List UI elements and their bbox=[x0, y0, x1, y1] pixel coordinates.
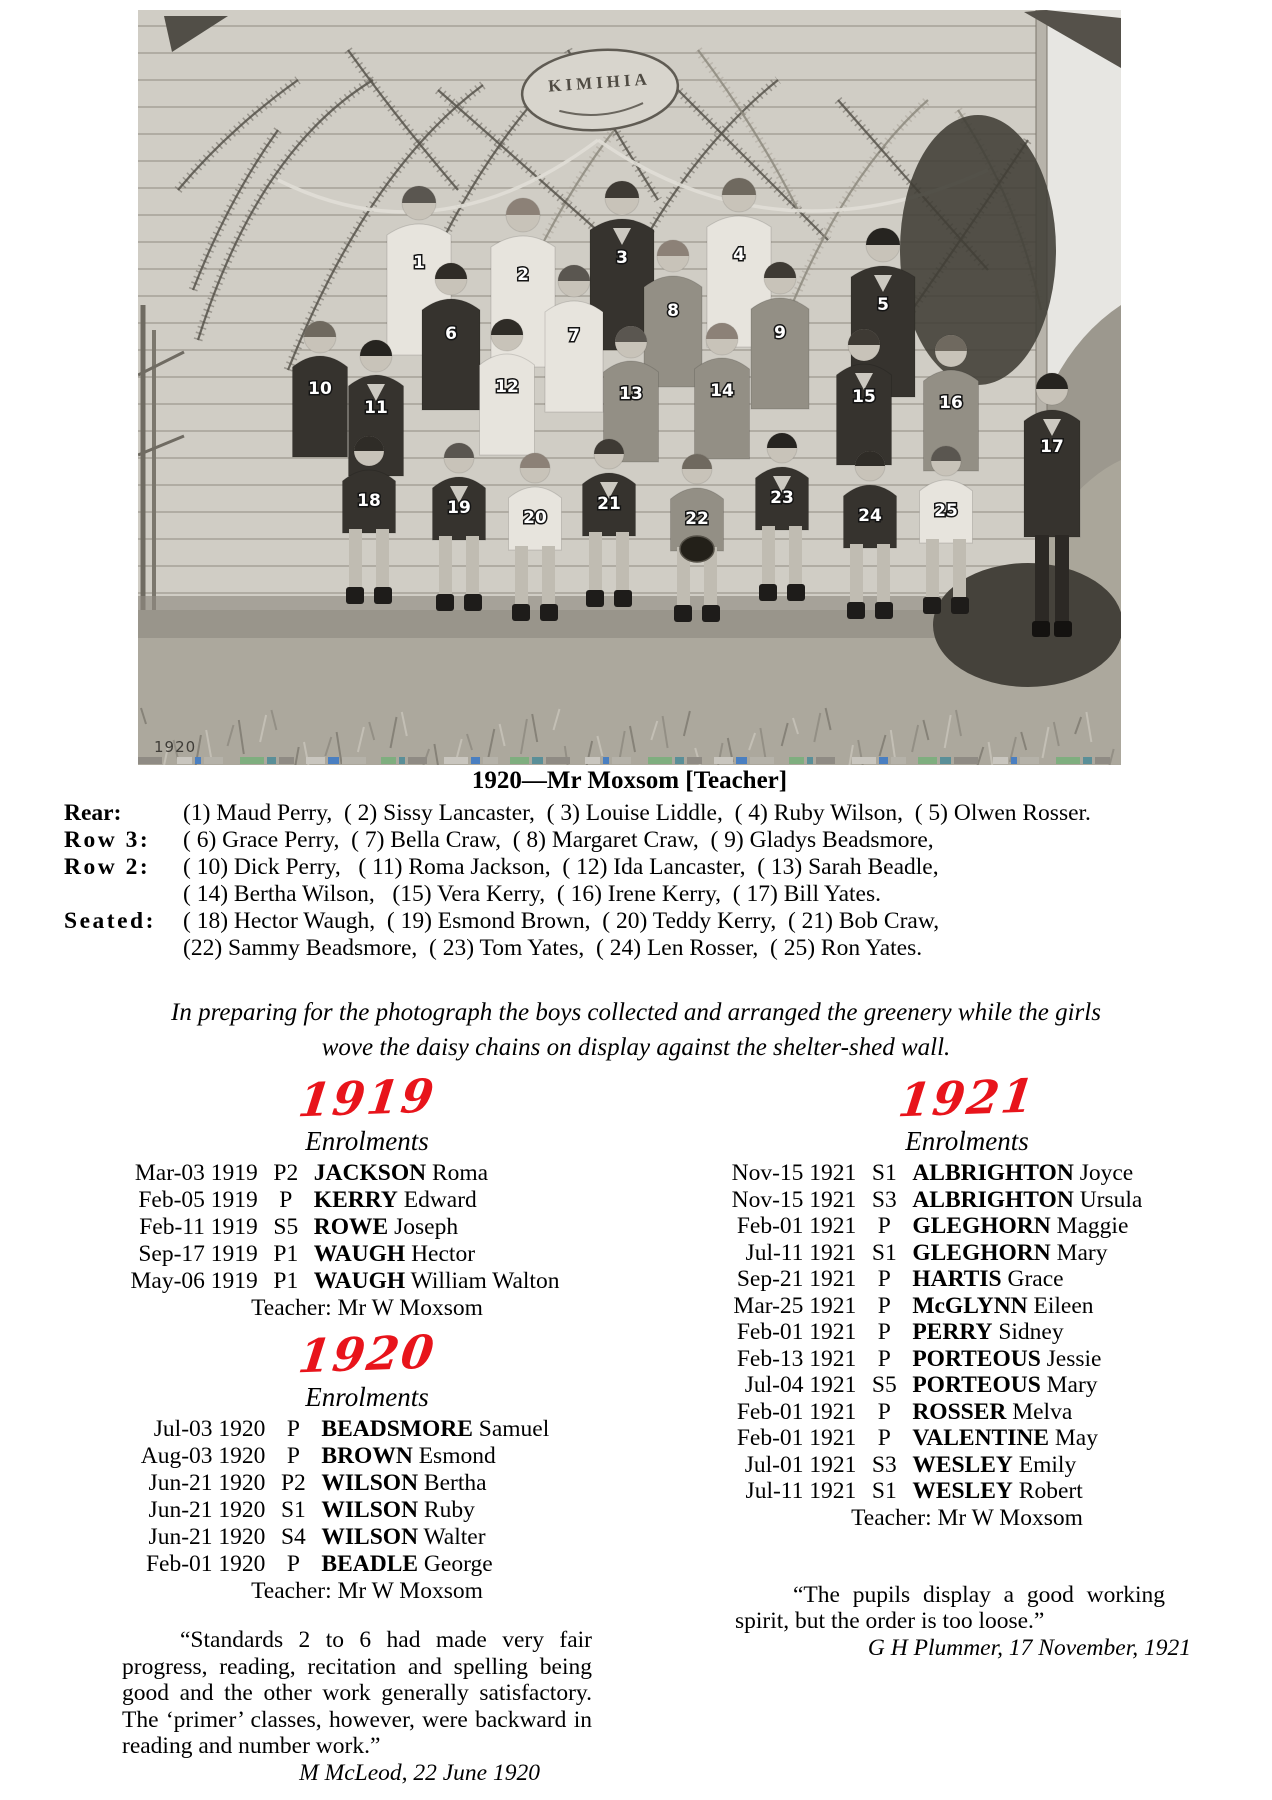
photo-note-line1: In preparing for the photograph the boys collected and arranged the greenery while the girls bbox=[171, 999, 1101, 1026]
enrolment-name: PERRY Sidney bbox=[912, 1319, 1064, 1345]
enrolment-row bbox=[732, 1425, 1143, 1452]
photo-caption: 1920—Mr Moxsom [Teacher] bbox=[471, 767, 788, 794]
teacher-line: Teacher: Mr W Moxsom bbox=[851, 1504, 1083, 1531]
enrolment-date: Feb-01 1920 bbox=[145, 1551, 266, 1577]
enrolment-sections-1919-1920 bbox=[95, 1070, 595, 1605]
enrolment-name: BEADLE George bbox=[321, 1551, 493, 1577]
enrolment-date: Feb-01 1921 bbox=[736, 1425, 857, 1451]
enrolment-class: P bbox=[877, 1398, 891, 1425]
enrolment-class: P bbox=[279, 1187, 293, 1213]
enrolment-table bbox=[732, 1160, 1143, 1505]
photo-note bbox=[60, 995, 1212, 1065]
teacher-line: Teacher: Mr W Moxsom bbox=[251, 1578, 483, 1604]
enrolment-class: S3 bbox=[871, 1451, 897, 1478]
enrolment-date: Jul-11 1921 bbox=[745, 1478, 857, 1504]
enrolment-name: WESLEY Emily bbox=[912, 1451, 1077, 1478]
inspector-attribution-1920: M McLeod, 22 June 1920 bbox=[299, 1759, 540, 1786]
enrolment-row bbox=[141, 1497, 550, 1524]
enrolment-name: WILSON Bertha bbox=[321, 1470, 487, 1496]
pupil-number-11: 11 bbox=[364, 398, 388, 418]
pupil-number-12: 12 bbox=[495, 377, 519, 397]
row-names-text: (1) Maud Perry, ( 2) Sissy Lancaster, ( 3) Louise Liddle, ( 4) Ruby Wilson, ( 5) Olwen Rosser. bbox=[183, 800, 1091, 826]
enrolment-date: Sep-21 1921 bbox=[736, 1266, 857, 1292]
enrolment-row bbox=[131, 1187, 560, 1214]
pupil-number-2: 2 bbox=[517, 265, 529, 285]
enrolment-date: Mar-03 1919 bbox=[134, 1160, 258, 1186]
enrolment-class: P bbox=[286, 1443, 300, 1469]
enrolment-class: P bbox=[286, 1551, 300, 1577]
enrolment-name: WILSON Walter bbox=[321, 1524, 486, 1550]
inspector-attribution-1921: G H Plummer, 17 November, 1921 bbox=[867, 1634, 1191, 1661]
pupil-number-1: 1 bbox=[413, 253, 425, 273]
enrolment-name: ROSSER Melva bbox=[912, 1398, 1073, 1425]
enrolment-row bbox=[141, 1551, 550, 1578]
row-names-text: ( 14) Bertha Wilson, (15) Vera Kerry, ( 16) Irene Kerry, ( 17) Bill Yates. bbox=[183, 881, 882, 907]
enrolment-name: VALENTINE May bbox=[912, 1425, 1098, 1451]
row-names-line bbox=[64, 800, 1134, 827]
enrolment-name: McGLYNN Eileen bbox=[912, 1292, 1094, 1319]
enrolment-section-1921 bbox=[683, 1070, 1191, 1532]
enrolment-date: Mar-25 1921 bbox=[733, 1292, 857, 1319]
enrolment-class: P1 bbox=[273, 1268, 299, 1294]
enrolment-class: P2 bbox=[273, 1160, 299, 1186]
enrolment-name: GLEGHORN Mary bbox=[912, 1239, 1108, 1266]
pupil-number-18: 18 bbox=[357, 491, 381, 511]
pupil-number-5: 5 bbox=[877, 295, 889, 315]
enrolment-date: Jul-01 1921 bbox=[744, 1451, 857, 1478]
enrolment-row bbox=[131, 1241, 560, 1268]
year-heading-text-1921: 1921 bbox=[895, 1068, 1039, 1128]
enrolments-column-right bbox=[683, 1070, 1191, 1662]
enrolment-name: WESLEY Robert bbox=[912, 1478, 1083, 1504]
enrolment-class: S1 bbox=[871, 1478, 897, 1504]
enrolment-class: S1 bbox=[871, 1239, 897, 1266]
enrolment-row bbox=[732, 1346, 1143, 1373]
enrolment-date: Feb-05 1919 bbox=[138, 1187, 258, 1213]
enrolment-table bbox=[141, 1416, 550, 1578]
row-label bbox=[64, 881, 183, 908]
enrolment-row bbox=[732, 1293, 1143, 1320]
enrolment-row bbox=[131, 1214, 560, 1241]
enrolment-row bbox=[131, 1268, 560, 1295]
enrolment-name: BROWN Esmond bbox=[321, 1443, 496, 1469]
pupil-number-6: 6 bbox=[445, 324, 457, 344]
enrolment-name: ALBRIGHTON Joyce bbox=[912, 1160, 1134, 1186]
enrolment-name: PORTEOUS Mary bbox=[912, 1372, 1098, 1398]
enrolment-row bbox=[732, 1266, 1143, 1293]
enrolment-date: Feb-01 1921 bbox=[736, 1398, 857, 1425]
enrolment-date: Nov-15 1921 bbox=[731, 1160, 857, 1186]
enrolment-date: Feb-01 1921 bbox=[736, 1319, 857, 1345]
enrolment-class: P2 bbox=[280, 1470, 306, 1496]
enrolment-row bbox=[141, 1470, 550, 1497]
pupil-number-16: 16 bbox=[939, 393, 963, 413]
enrolment-date: Nov-15 1921 bbox=[731, 1186, 857, 1213]
row-names-text: ( 18) Hector Waugh, ( 19) Esmond Brown, ( 20) Teddy Kerry, ( 21) Bob Craw, bbox=[183, 908, 940, 934]
pupil-number-20: 20 bbox=[523, 508, 547, 528]
photo-year-mark: 1920 bbox=[154, 738, 197, 756]
enrolment-name: HARTIS Grace bbox=[912, 1266, 1064, 1292]
row-names-line bbox=[64, 854, 1134, 881]
enrolment-date: Feb-01 1921 bbox=[736, 1213, 857, 1239]
row-label bbox=[64, 935, 183, 962]
enrolment-name: BEADSMORE Samuel bbox=[321, 1416, 550, 1442]
photo-note-line2: wove the daisy chains on display against the shelter-shed wall. bbox=[321, 1034, 951, 1061]
row-names-text: ( 6) Grace Perry, ( 7) Bella Craw, ( 8) Margaret Craw, ( 9) Gladys Beadsmore, bbox=[183, 827, 934, 853]
pupil-number-25: 25 bbox=[934, 501, 958, 521]
enrolment-row bbox=[732, 1452, 1143, 1479]
enrolment-row bbox=[141, 1524, 550, 1551]
enrolment-row bbox=[732, 1160, 1143, 1187]
year-heading-text-1920: 1920 bbox=[295, 1324, 439, 1384]
pupil-number-3: 3 bbox=[616, 248, 628, 268]
year-heading-1920 bbox=[95, 1326, 595, 1382]
year-heading-1919 bbox=[95, 1070, 595, 1126]
enrolment-row bbox=[141, 1443, 550, 1470]
pupil-number-19: 19 bbox=[447, 498, 471, 518]
enrolment-date: Aug-03 1920 bbox=[140, 1443, 266, 1469]
pupil-number-22: 22 bbox=[685, 509, 709, 529]
enrolment-date: Jun-21 1920 bbox=[148, 1470, 266, 1496]
row-names-line bbox=[64, 908, 1134, 935]
enrolment-date: Feb-11 1919 bbox=[139, 1214, 258, 1240]
pupil-number-21: 21 bbox=[597, 494, 621, 514]
enrolment-row bbox=[141, 1416, 550, 1443]
pupil-number-15: 15 bbox=[852, 387, 876, 407]
enrolment-row bbox=[732, 1213, 1143, 1240]
enrolment-class: P bbox=[877, 1213, 891, 1239]
enrolment-row bbox=[732, 1319, 1143, 1346]
kimihia-sign-text: KIMIHIA bbox=[547, 69, 652, 96]
enrolment-name: WAUGH William Walton bbox=[313, 1268, 560, 1294]
row-names-line bbox=[64, 881, 1134, 908]
row-label: Rear: bbox=[64, 800, 122, 826]
enrolment-row bbox=[732, 1187, 1143, 1214]
enrolment-class: P bbox=[286, 1416, 300, 1442]
enrolment-row bbox=[732, 1399, 1143, 1426]
enrolment-row bbox=[131, 1160, 560, 1187]
enrolment-name: KERRY Edward bbox=[313, 1187, 477, 1213]
scan-artifact-strip bbox=[138, 757, 1110, 764]
pupil-number-14: 14 bbox=[710, 381, 734, 401]
pupil-number-10: 10 bbox=[308, 379, 332, 399]
row-label: Seated: bbox=[64, 908, 156, 934]
enrolments-subheading: Enrolments bbox=[305, 1126, 429, 1156]
row-label: Row 3: bbox=[64, 827, 151, 853]
row-names-line bbox=[64, 935, 1134, 962]
pupil-number-17: 17 bbox=[1040, 437, 1064, 457]
enrolment-class: P bbox=[877, 1319, 891, 1345]
enrolment-date: Jun-21 1920 bbox=[148, 1497, 266, 1523]
teacher-line: Teacher: Mr W Moxsom bbox=[251, 1295, 483, 1321]
row-names-line bbox=[64, 827, 1134, 854]
enrolment-row bbox=[732, 1240, 1143, 1267]
enrolment-class: S5 bbox=[273, 1214, 299, 1240]
enrolment-row bbox=[732, 1478, 1143, 1505]
enrolment-name: WILSON Ruby bbox=[321, 1497, 475, 1523]
enrolment-row bbox=[732, 1372, 1143, 1399]
pupil-number-8: 8 bbox=[667, 301, 679, 321]
inspector-quote-1921: “The pupils display a good working spirit, but the order is too loose.” bbox=[735, 1581, 1165, 1634]
row-names-list bbox=[64, 800, 1134, 962]
enrolment-date: Jul-03 1920 bbox=[153, 1416, 266, 1442]
enrolment-class: S1 bbox=[871, 1160, 897, 1186]
enrolment-class: P bbox=[877, 1425, 891, 1451]
enrolments-subheading: Enrolments bbox=[305, 1382, 429, 1412]
enrolment-date: May-06 1919 bbox=[130, 1268, 258, 1294]
inspector-quote-1920: “Standards 2 to 6 had made very fair progress, reading, recitation and spelling being good and the other work generally satisfactory. The ‘primer’ classes, however, were backward in reading and number work.” bbox=[122, 1627, 592, 1759]
enrolment-name: ALBRIGHTON Ursula bbox=[912, 1186, 1143, 1213]
pupil-number-23: 23 bbox=[770, 488, 794, 508]
enrolment-name: GLEGHORN Maggie bbox=[912, 1213, 1129, 1239]
class-photograph bbox=[138, 10, 1121, 765]
pupil-number-9: 9 bbox=[774, 323, 786, 343]
row-names-text: (22) Sammy Beadsmore, ( 23) Tom Yates, ( 24) Len Rosser, ( 25) Ron Yates. bbox=[183, 935, 923, 961]
row-names-text: ( 10) Dick Perry, ( 11) Roma Jackson, ( 12) Ida Lancaster, ( 13) Sarah Beadle, bbox=[183, 854, 939, 880]
pupil-number-4: 4 bbox=[733, 245, 745, 265]
enrolment-name: JACKSON Roma bbox=[313, 1160, 489, 1186]
photo-scene bbox=[138, 10, 1121, 765]
pupil-number-7: 7 bbox=[568, 326, 580, 346]
year-heading-text-1919: 1919 bbox=[295, 1068, 439, 1128]
enrolment-date: Feb-13 1921 bbox=[736, 1345, 857, 1372]
year-heading-1921 bbox=[683, 1070, 1191, 1126]
enrolment-name: PORTEOUS Jessie bbox=[912, 1345, 1102, 1372]
enrolments-subheading: Enrolments bbox=[905, 1126, 1029, 1156]
tree-fern-dark bbox=[900, 115, 1056, 385]
enrolment-table bbox=[131, 1160, 560, 1295]
enrolment-class: P bbox=[877, 1345, 891, 1372]
pupil-number-24: 24 bbox=[858, 506, 882, 526]
enrolments-column-left bbox=[95, 1070, 595, 1787]
pupil-number-13: 13 bbox=[619, 384, 643, 404]
enrolment-date: Jun-21 1920 bbox=[148, 1524, 266, 1550]
enrolment-date: Jul-11 1921 bbox=[745, 1239, 857, 1266]
enrolment-date: Sep-17 1919 bbox=[138, 1241, 258, 1267]
enrolment-class: P1 bbox=[273, 1241, 299, 1267]
enrolment-class: S1 bbox=[280, 1497, 306, 1523]
enrolment-class: S4 bbox=[280, 1524, 306, 1550]
row-label: Row 2: bbox=[64, 854, 151, 880]
enrolment-class: P bbox=[877, 1292, 891, 1319]
enrolment-class: P bbox=[877, 1266, 891, 1292]
enrolment-class: S5 bbox=[871, 1372, 897, 1398]
enrolment-name: WAUGH Hector bbox=[313, 1241, 476, 1267]
enrolment-class: S3 bbox=[871, 1186, 897, 1213]
enrolment-date: Jul-04 1921 bbox=[744, 1372, 857, 1398]
enrolment-name: ROWE Joseph bbox=[313, 1214, 459, 1240]
